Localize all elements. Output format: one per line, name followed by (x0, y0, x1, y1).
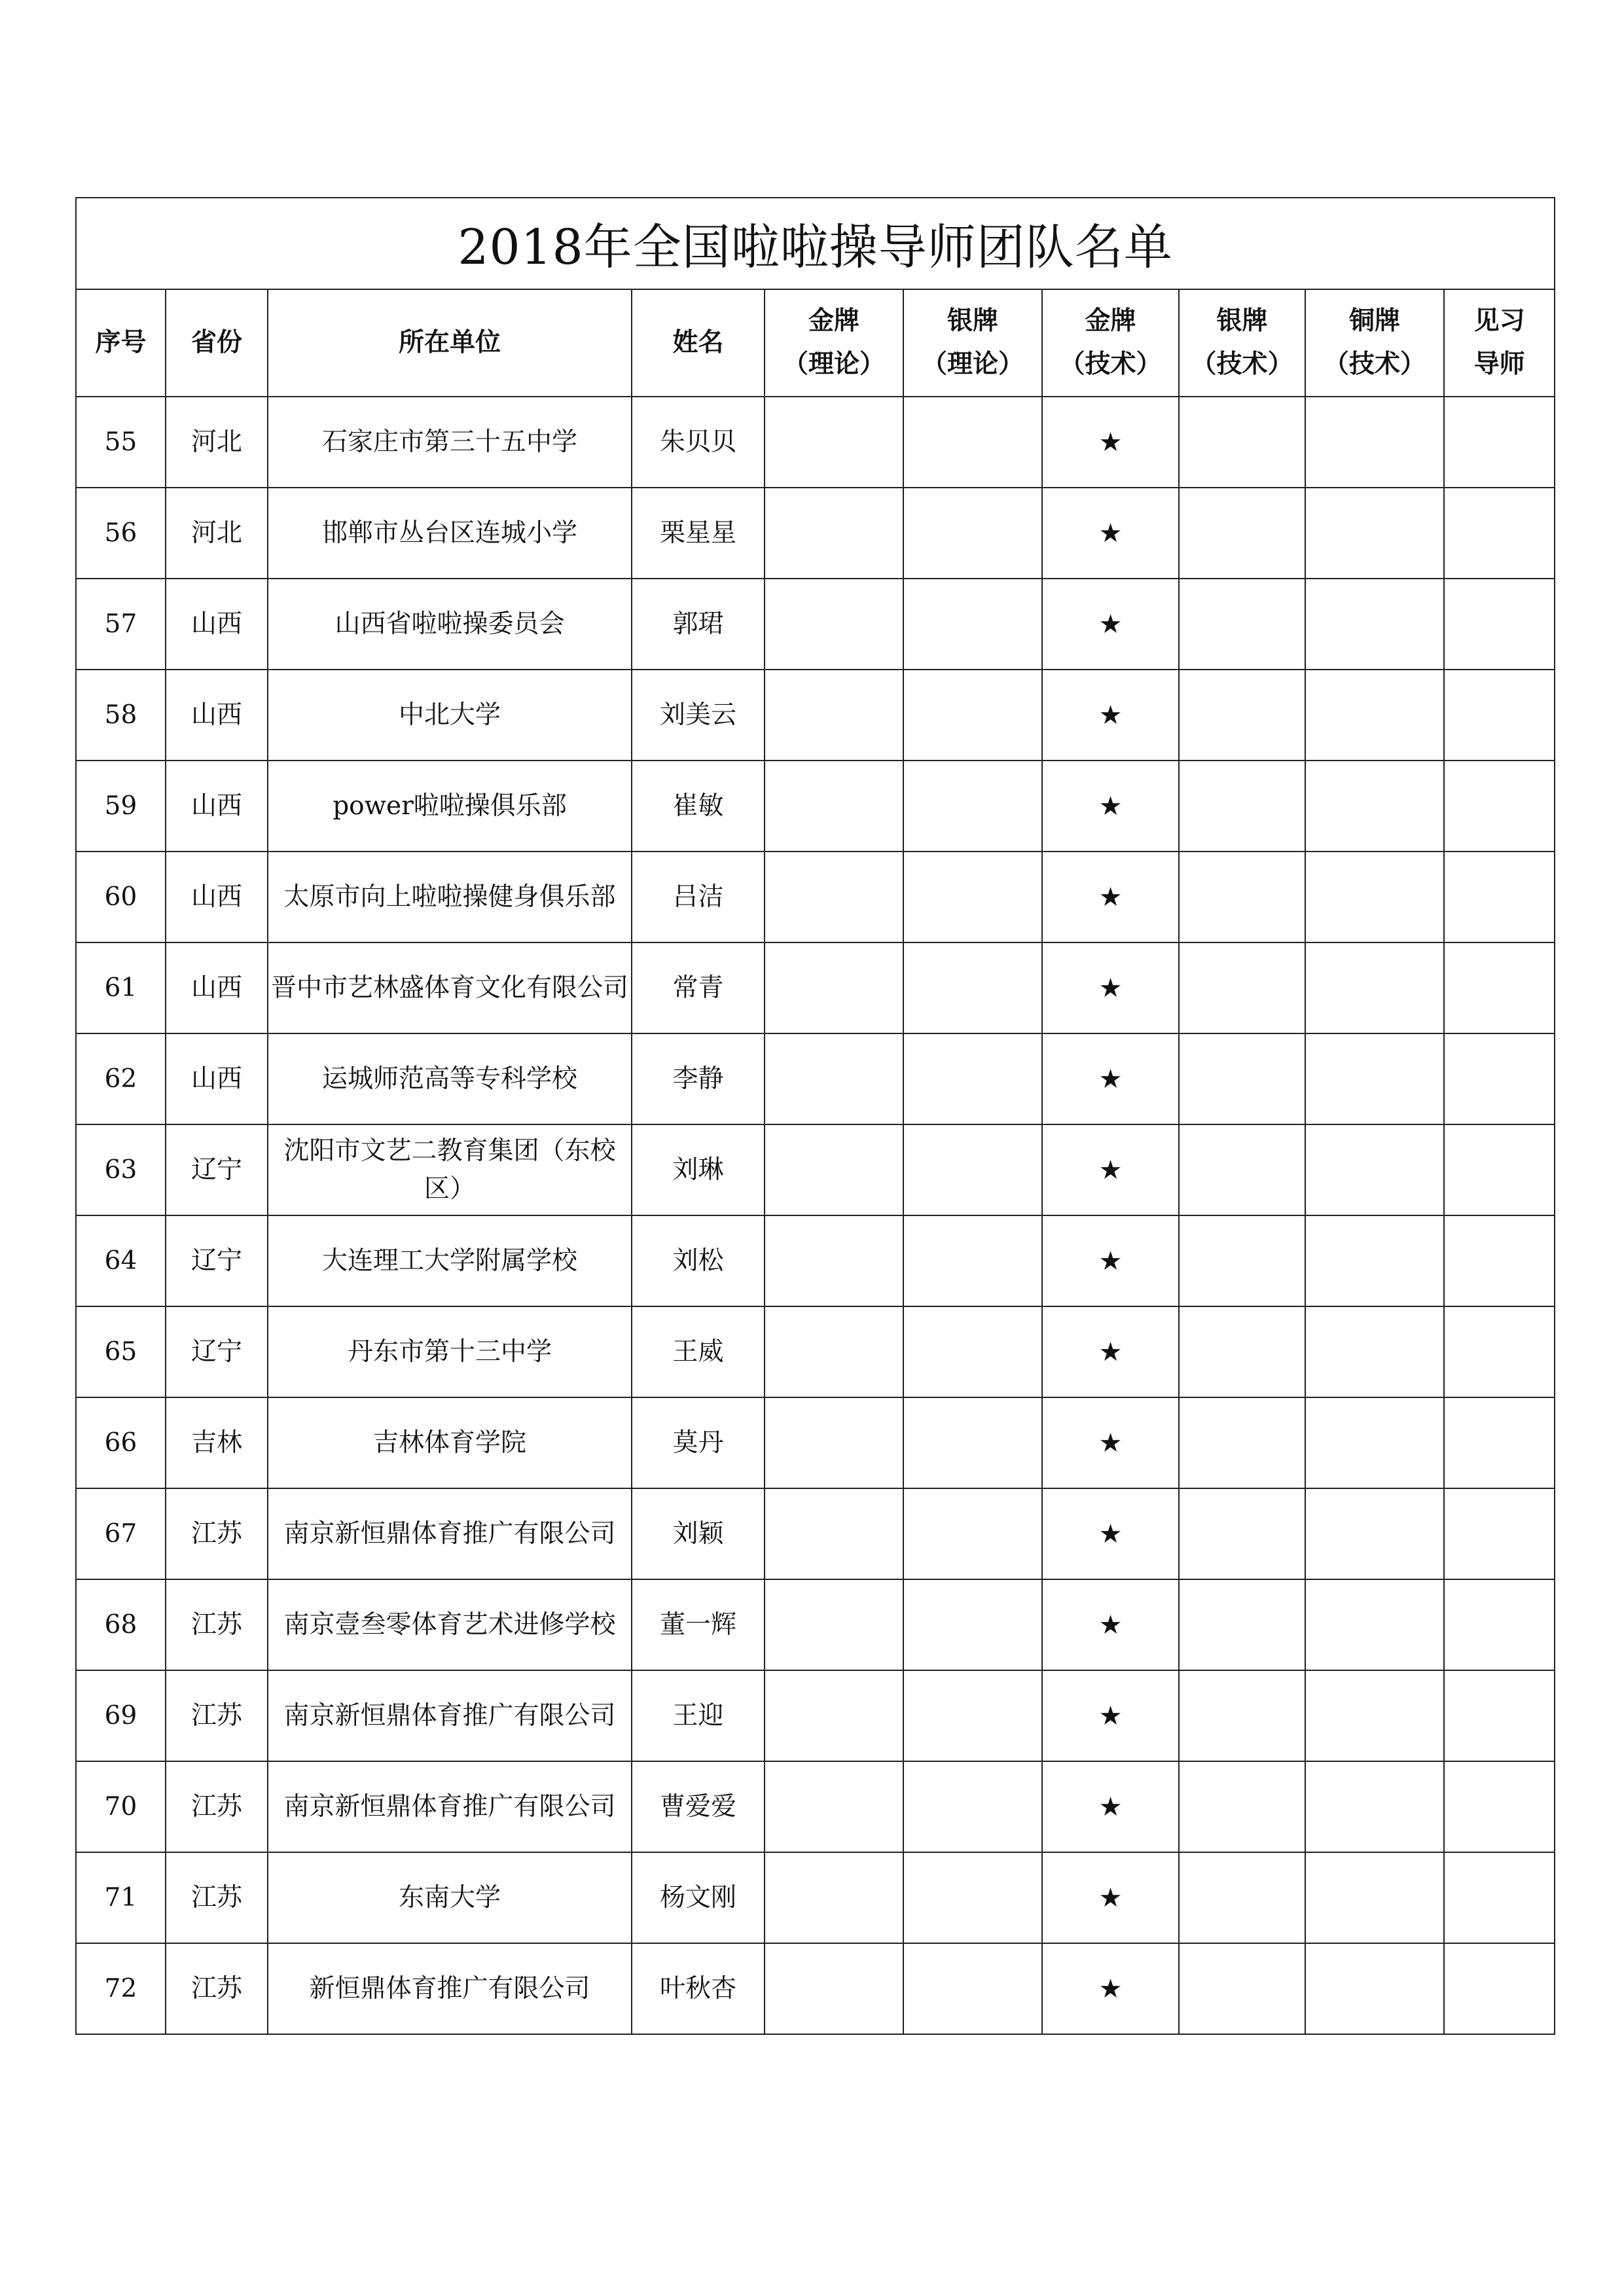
column-header-no (76, 289, 166, 397)
cell-silver-theory (903, 852, 1042, 942)
roster-table (75, 197, 1555, 2035)
column-header-province (166, 289, 268, 397)
cell-trainee (1444, 488, 1555, 579)
cell-unit: power啦啦操俱乐部 (268, 761, 632, 852)
cell-silver-tech (1179, 1124, 1305, 1215)
column-header-line: 银牌 (947, 306, 998, 336)
cell-bronze-tech (1305, 1761, 1444, 1852)
cell-bronze-tech (1305, 1852, 1444, 1943)
cell-unit: 晋中市艺林盛体育文化有限公司 (268, 942, 632, 1033)
cell-gold-theory (765, 1670, 903, 1761)
cell-unit: 太原市向上啦啦操健身俱乐部 (268, 852, 632, 942)
star-icon: ★ (1042, 852, 1179, 942)
cell-province: 江苏 (166, 1670, 268, 1761)
table-row (76, 1488, 1555, 1579)
cell-silver-tech (1179, 1215, 1305, 1306)
column-header-line: 银牌 (1216, 306, 1268, 336)
cell-no: 61 (76, 942, 166, 1033)
cell-gold-theory (765, 488, 903, 579)
cell-unit: 运城师范高等专科学校 (268, 1033, 632, 1124)
column-header-line: 省份 (190, 328, 242, 357)
cell-no: 56 (76, 488, 166, 579)
cell-no: 59 (76, 761, 166, 852)
cell-silver-tech (1179, 1488, 1305, 1579)
cell-unit: 石家庄市第三十五中学 (268, 397, 632, 488)
cell-no: 60 (76, 852, 166, 942)
star-icon: ★ (1042, 670, 1179, 761)
cell-name: 刘颖 (632, 1488, 765, 1579)
cell-trainee (1444, 1124, 1555, 1215)
column-header-line: （技术） (1323, 350, 1426, 379)
star-icon: ★ (1042, 579, 1179, 670)
cell-silver-theory (903, 670, 1042, 761)
cell-trainee (1444, 852, 1555, 942)
star-icon: ★ (1042, 942, 1179, 1033)
cell-no: 57 (76, 579, 166, 670)
cell-silver-tech (1179, 1306, 1305, 1397)
cell-gold-theory (765, 852, 903, 942)
column-header-gold-tech (1042, 289, 1179, 397)
cell-trainee (1444, 670, 1555, 761)
column-header-unit (268, 289, 632, 397)
cell-name: 李静 (632, 1033, 765, 1124)
cell-silver-theory (903, 1306, 1042, 1397)
cell-name: 刘琳 (632, 1124, 765, 1215)
cell-silver-theory (903, 1943, 1042, 2034)
star-icon: ★ (1042, 1397, 1179, 1488)
cell-gold-theory (765, 397, 903, 488)
column-header-line: 金牌 (808, 306, 859, 336)
cell-silver-tech (1179, 488, 1305, 579)
cell-province: 辽宁 (166, 1215, 268, 1306)
page-title: 2018年全国啦啦操导师团队名单 (76, 198, 1555, 289)
cell-name: 朱贝贝 (632, 397, 765, 488)
cell-no: 64 (76, 1215, 166, 1306)
cell-unit: 东南大学 (268, 1852, 632, 1943)
column-header-line: （理论） (782, 350, 885, 379)
cell-unit: 南京壹叁零体育艺术进修学校 (268, 1579, 632, 1670)
column-header-line: （技术） (1191, 350, 1293, 379)
cell-name: 刘美云 (632, 670, 765, 761)
cell-unit: 邯郸市丛台区连城小学 (268, 488, 632, 579)
cell-unit: 南京新恒鼎体育推广有限公司 (268, 1761, 632, 1852)
table-row (76, 670, 1555, 761)
cell-no: 65 (76, 1306, 166, 1397)
column-header-line: （理论） (921, 350, 1024, 379)
star-icon: ★ (1042, 1852, 1179, 1943)
cell-unit: 沈阳市文艺二教育集团（东校区） (268, 1124, 632, 1215)
cell-gold-theory (765, 1943, 903, 2034)
table-row (76, 579, 1555, 670)
star-icon: ★ (1042, 1761, 1179, 1852)
cell-name: 常青 (632, 942, 765, 1033)
cell-silver-theory (903, 1579, 1042, 1670)
cell-silver-theory (903, 1761, 1042, 1852)
column-header-line: （技术） (1059, 350, 1162, 379)
table-row (76, 397, 1555, 488)
cell-bronze-tech (1305, 761, 1444, 852)
cell-silver-tech (1179, 852, 1305, 942)
cell-trainee (1444, 1215, 1555, 1306)
cell-province: 河北 (166, 488, 268, 579)
table-row (76, 1215, 1555, 1306)
cell-name: 郭珺 (632, 579, 765, 670)
cell-province: 山西 (166, 670, 268, 761)
cell-unit: 山西省啦啦操委员会 (268, 579, 632, 670)
cell-province: 江苏 (166, 1579, 268, 1670)
cell-silver-theory (903, 1670, 1042, 1761)
column-header-trainee (1444, 289, 1555, 397)
cell-trainee (1444, 1670, 1555, 1761)
cell-silver-tech (1179, 1852, 1305, 1943)
cell-no: 67 (76, 1488, 166, 1579)
cell-gold-theory (765, 1124, 903, 1215)
cell-unit: 大连理工大学附属学校 (268, 1215, 632, 1306)
cell-silver-tech (1179, 1397, 1305, 1488)
cell-no: 69 (76, 1670, 166, 1761)
cell-no: 68 (76, 1579, 166, 1670)
column-header-line: 铜牌 (1348, 306, 1400, 336)
table-row (76, 1852, 1555, 1943)
column-header-bronze-tech (1305, 289, 1444, 397)
cell-province: 山西 (166, 761, 268, 852)
cell-unit: 丹东市第十三中学 (268, 1306, 632, 1397)
cell-gold-theory (765, 1579, 903, 1670)
cell-silver-tech (1179, 1761, 1305, 1852)
star-icon: ★ (1042, 1124, 1179, 1215)
cell-name: 杨文刚 (632, 1852, 765, 1943)
cell-silver-tech (1179, 579, 1305, 670)
cell-trainee (1444, 397, 1555, 488)
cell-silver-theory (903, 579, 1042, 670)
cell-gold-theory (765, 1761, 903, 1852)
cell-province: 山西 (166, 852, 268, 942)
table-row (76, 1397, 1555, 1488)
cell-gold-theory (765, 1306, 903, 1397)
column-header-line: 金牌 (1085, 306, 1136, 336)
cell-province: 江苏 (166, 1761, 268, 1852)
cell-gold-theory (765, 761, 903, 852)
cell-silver-theory (903, 761, 1042, 852)
cell-gold-theory (765, 1488, 903, 1579)
cell-bronze-tech (1305, 1488, 1444, 1579)
cell-no: 63 (76, 1124, 166, 1215)
cell-name: 王威 (632, 1306, 765, 1397)
cell-gold-theory (765, 1033, 903, 1124)
cell-gold-theory (765, 1852, 903, 1943)
cell-no: 58 (76, 670, 166, 761)
column-header-row (76, 289, 1555, 397)
column-header-line: 姓名 (672, 328, 724, 357)
cell-no: 62 (76, 1033, 166, 1124)
cell-bronze-tech (1305, 1215, 1444, 1306)
cell-silver-tech (1179, 1579, 1305, 1670)
cell-silver-theory (903, 397, 1042, 488)
star-icon: ★ (1042, 1033, 1179, 1124)
table-row (76, 1579, 1555, 1670)
cell-silver-theory (903, 1488, 1042, 1579)
cell-name: 董一辉 (632, 1579, 765, 1670)
cell-province: 辽宁 (166, 1124, 268, 1215)
cell-name: 刘松 (632, 1215, 765, 1306)
cell-unit: 吉林体育学院 (268, 1397, 632, 1488)
star-icon: ★ (1042, 1670, 1179, 1761)
cell-no: 70 (76, 1761, 166, 1852)
cell-name: 栗星星 (632, 488, 765, 579)
cell-province: 河北 (166, 397, 268, 488)
star-icon: ★ (1042, 1215, 1179, 1306)
cell-bronze-tech (1305, 852, 1444, 942)
cell-trainee (1444, 1306, 1555, 1397)
cell-province: 吉林 (166, 1397, 268, 1488)
cell-gold-theory (765, 670, 903, 761)
table-row (76, 1124, 1555, 1215)
star-icon: ★ (1042, 1488, 1179, 1579)
star-icon: ★ (1042, 761, 1179, 852)
cell-silver-theory (903, 488, 1042, 579)
star-icon: ★ (1042, 1943, 1179, 2034)
cell-bronze-tech (1305, 1124, 1444, 1215)
cell-name: 曹爱爱 (632, 1761, 765, 1852)
cell-bronze-tech (1305, 579, 1444, 670)
star-icon: ★ (1042, 488, 1179, 579)
cell-no: 71 (76, 1852, 166, 1943)
cell-silver-tech (1179, 397, 1305, 488)
cell-province: 山西 (166, 1033, 268, 1124)
table-row (76, 488, 1555, 579)
table-row (76, 761, 1555, 852)
cell-bronze-tech (1305, 1579, 1444, 1670)
cell-bronze-tech (1305, 670, 1444, 761)
cell-bronze-tech (1305, 397, 1444, 488)
cell-silver-theory (903, 1124, 1042, 1215)
cell-silver-theory (903, 1215, 1042, 1306)
cell-province: 山西 (166, 579, 268, 670)
cell-silver-theory (903, 1033, 1042, 1124)
star-icon: ★ (1042, 1306, 1179, 1397)
cell-province: 江苏 (166, 1488, 268, 1579)
table-row (76, 1033, 1555, 1124)
cell-province: 辽宁 (166, 1306, 268, 1397)
cell-trainee (1444, 1761, 1555, 1852)
cell-bronze-tech (1305, 1033, 1444, 1124)
cell-bronze-tech (1305, 1306, 1444, 1397)
cell-trainee (1444, 579, 1555, 670)
cell-trainee (1444, 1397, 1555, 1488)
cell-silver-tech (1179, 1670, 1305, 1761)
cell-name: 崔敏 (632, 761, 765, 852)
cell-silver-tech (1179, 761, 1305, 852)
cell-trainee (1444, 761, 1555, 852)
column-header-line: 见习 (1473, 306, 1525, 336)
cell-no: 55 (76, 397, 166, 488)
cell-silver-theory (903, 942, 1042, 1033)
cell-trainee (1444, 1579, 1555, 1670)
cell-bronze-tech (1305, 942, 1444, 1033)
star-icon: ★ (1042, 1579, 1179, 1670)
cell-trainee (1444, 1488, 1555, 1579)
column-header-silver-tech (1179, 289, 1305, 397)
cell-bronze-tech (1305, 1397, 1444, 1488)
cell-bronze-tech (1305, 1670, 1444, 1761)
cell-trainee (1444, 942, 1555, 1033)
column-header-gold-theory (765, 289, 903, 397)
cell-gold-theory (765, 942, 903, 1033)
cell-province: 江苏 (166, 1852, 268, 1943)
cell-province: 江苏 (166, 1943, 268, 2034)
cell-trainee (1444, 1033, 1555, 1124)
cell-silver-theory (903, 1397, 1042, 1488)
column-header-name (632, 289, 765, 397)
cell-no: 72 (76, 1943, 166, 2034)
cell-silver-tech (1179, 1943, 1305, 2034)
column-header-line: 所在单位 (398, 328, 501, 357)
cell-no: 66 (76, 1397, 166, 1488)
cell-gold-theory (765, 579, 903, 670)
cell-trainee (1444, 1943, 1555, 2034)
cell-unit: 中北大学 (268, 670, 632, 761)
cell-silver-tech (1179, 1033, 1305, 1124)
table-row (76, 942, 1555, 1033)
cell-unit: 南京新恒鼎体育推广有限公司 (268, 1670, 632, 1761)
table-row (76, 1761, 1555, 1852)
cell-name: 王迎 (632, 1670, 765, 1761)
cell-name: 叶秋杏 (632, 1943, 765, 2034)
table-row (76, 1943, 1555, 2034)
cell-silver-tech (1179, 942, 1305, 1033)
cell-trainee (1444, 1852, 1555, 1943)
table-row (76, 852, 1555, 942)
star-icon: ★ (1042, 397, 1179, 488)
roster-body (76, 397, 1555, 2034)
column-header-silver-theory (903, 289, 1042, 397)
cell-silver-tech (1179, 670, 1305, 761)
cell-name: 莫丹 (632, 1397, 765, 1488)
cell-unit: 新恒鼎体育推广有限公司 (268, 1943, 632, 2034)
cell-province: 山西 (166, 942, 268, 1033)
table-row (76, 1670, 1555, 1761)
cell-bronze-tech (1305, 488, 1444, 579)
cell-bronze-tech (1305, 1943, 1444, 2034)
table-row (76, 1306, 1555, 1397)
cell-unit: 南京新恒鼎体育推广有限公司 (268, 1488, 632, 1579)
cell-gold-theory (765, 1397, 903, 1488)
cell-silver-theory (903, 1852, 1042, 1943)
column-header-line: 序号 (95, 328, 147, 357)
cell-gold-theory (765, 1215, 903, 1306)
column-header-line: 导师 (1473, 350, 1525, 379)
cell-name: 吕洁 (632, 852, 765, 942)
